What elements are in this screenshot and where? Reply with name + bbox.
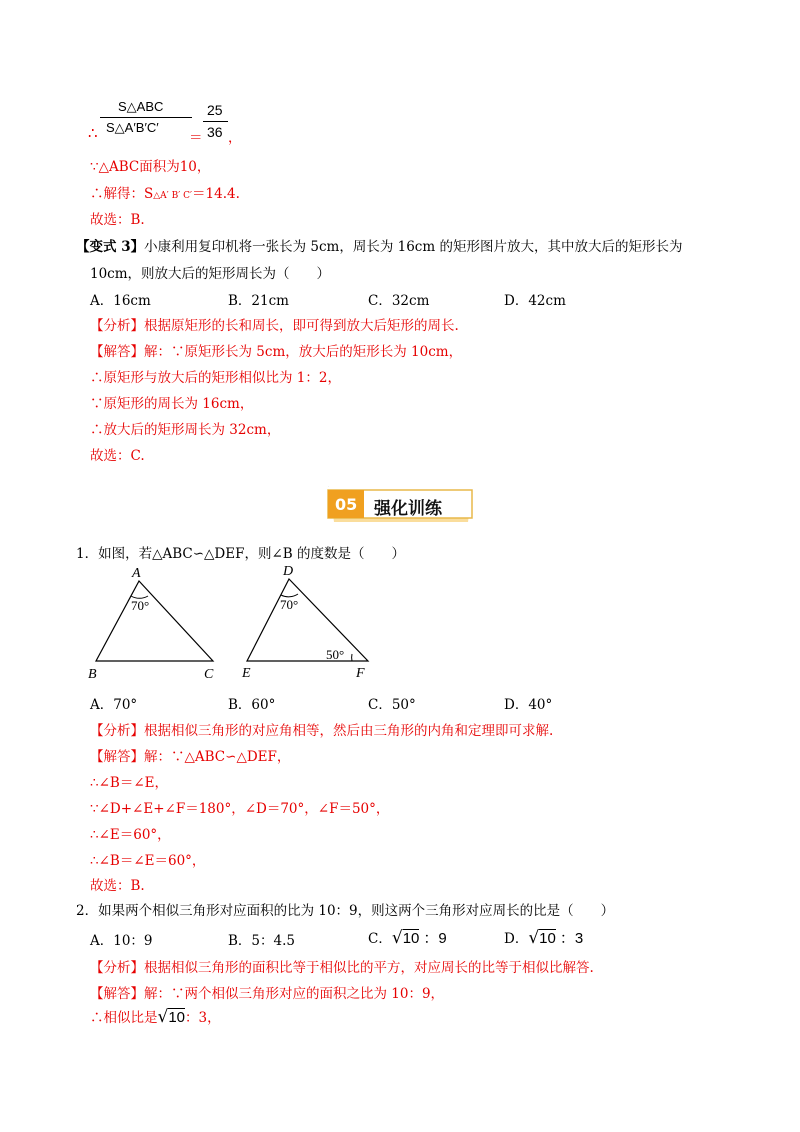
variant3-question-line2: 10cm，则放大后的矩形周长为（ ）	[90, 266, 331, 282]
q1-answer-line4: ∴∠E＝60°，	[90, 827, 171, 843]
variant3-option-b: B．21cm	[228, 293, 289, 309]
label-angle-d: 70°	[280, 597, 299, 612]
q1-answer-line2: ∴∠B＝∠E，	[90, 775, 168, 791]
q1-option-d: D．40°	[504, 697, 553, 713]
label-d: D	[283, 564, 294, 579]
triangle-def	[247, 579, 368, 661]
variant3-question-line1: 【变式 3】小康利用复印机将一张长为 5cm，周长为 16cm 的矩形图片放大，其中放大后的矩形长为	[76, 239, 683, 255]
fraction-2-bar	[203, 121, 228, 122]
q1-answer-line1: 【解答】解：∵△ABC∽△DEF，	[90, 749, 291, 765]
fraction-2-denominator: 36	[207, 124, 223, 140]
therefore-symbol: ∴	[88, 124, 98, 142]
label-e: E	[242, 666, 251, 681]
label-angle-f: 50°	[326, 647, 345, 662]
section-banner	[326, 486, 476, 524]
variant3-answer-line1: 【解答】解：∵原矩形长为 5cm，放大后的矩形长为 10cm，	[90, 344, 463, 360]
fraction-1-denominator: S△A′B′C′	[106, 120, 159, 135]
variant3-answer-line4: ∴放大后的矩形周长为 32cm，	[90, 422, 281, 438]
label-angle-a: 70°	[131, 598, 150, 613]
section-title: 强化训练	[374, 499, 442, 519]
q1-answer-line5: ∴∠B＝∠E＝60°，	[90, 853, 206, 869]
q2-option-c: C．√10 ：9	[368, 928, 447, 948]
q2-option-d: D．√10 ：3	[504, 928, 584, 948]
q1-triangles-figure	[80, 562, 400, 687]
label-a: A	[132, 566, 141, 581]
equals-sign: ＝	[189, 130, 203, 146]
q2-stem: 2．如果两个相似三角形对应面积的比为 10：9，则这两个三角形对应周长的比是（ ）	[76, 903, 615, 919]
q2-option-a: A．10：9	[90, 933, 153, 949]
q2-option-b: B．5：4.5	[228, 933, 295, 949]
label-c: C	[204, 667, 214, 682]
intro-line-area: ∵△ABC面积为10，	[90, 159, 211, 175]
fraction-2-numerator: 25	[207, 102, 223, 118]
q2-analysis: 【分析】根据相似三角形的面积比等于相似比的平方，对应周长的比等于相似比解答.	[90, 960, 594, 976]
q1-stem: 1．如图，若△ABC∽△DEF，则∠B 的度数是（ ）	[76, 546, 405, 562]
q1-analysis: 【分析】根据相似三角形的对应角相等，然后由三角形的内角和定理即可求解.	[90, 723, 554, 739]
variant3-option-a: A．16cm	[90, 293, 151, 309]
variant3-answer-line2: ∴原矩形与放大后的矩形相似比为 1：2，	[90, 370, 341, 386]
intro-line-choose: 故选：B.	[90, 212, 145, 228]
q1-answer-line3: ∵∠D+∠E+∠F＝180°，∠D＝70°，∠F＝50°，	[90, 801, 390, 817]
variant3-answer-line5: 故选：C.	[90, 448, 145, 464]
label-b: B	[88, 667, 97, 682]
variant3-answer-line3: ∵原矩形的周长为 16cm，	[90, 396, 254, 412]
q2-answer-line1: 【解答】解：∵两个相似三角形对应的面积之比为 10：9，	[90, 986, 445, 1002]
q1-option-a: A．70°	[90, 697, 138, 713]
variant3-option-d: D．42cm	[504, 293, 566, 309]
q1-answer-line6: 故选：B.	[90, 878, 145, 894]
section-number: 05	[335, 495, 358, 514]
variant3-analysis: 【分析】根据原矩形的长和周长，即可得到放大后矩形的周长.	[90, 318, 459, 334]
fraction-1-bar	[100, 117, 192, 118]
trailing-comma: ，	[228, 130, 242, 146]
variant3-option-c: C．32cm	[368, 293, 430, 309]
fraction-1-numerator: S△ABC	[118, 99, 164, 114]
label-f: F	[356, 666, 365, 681]
intro-line-solve: ∴解得：S△A′ B′ C′＝14.4.	[90, 186, 240, 202]
q1-option-b: B．60°	[228, 697, 276, 713]
q1-option-c: C．50°	[368, 697, 416, 713]
q2-answer-line2: ∴相似比是√10：3，	[90, 1007, 221, 1027]
triangle-abc	[96, 581, 213, 661]
